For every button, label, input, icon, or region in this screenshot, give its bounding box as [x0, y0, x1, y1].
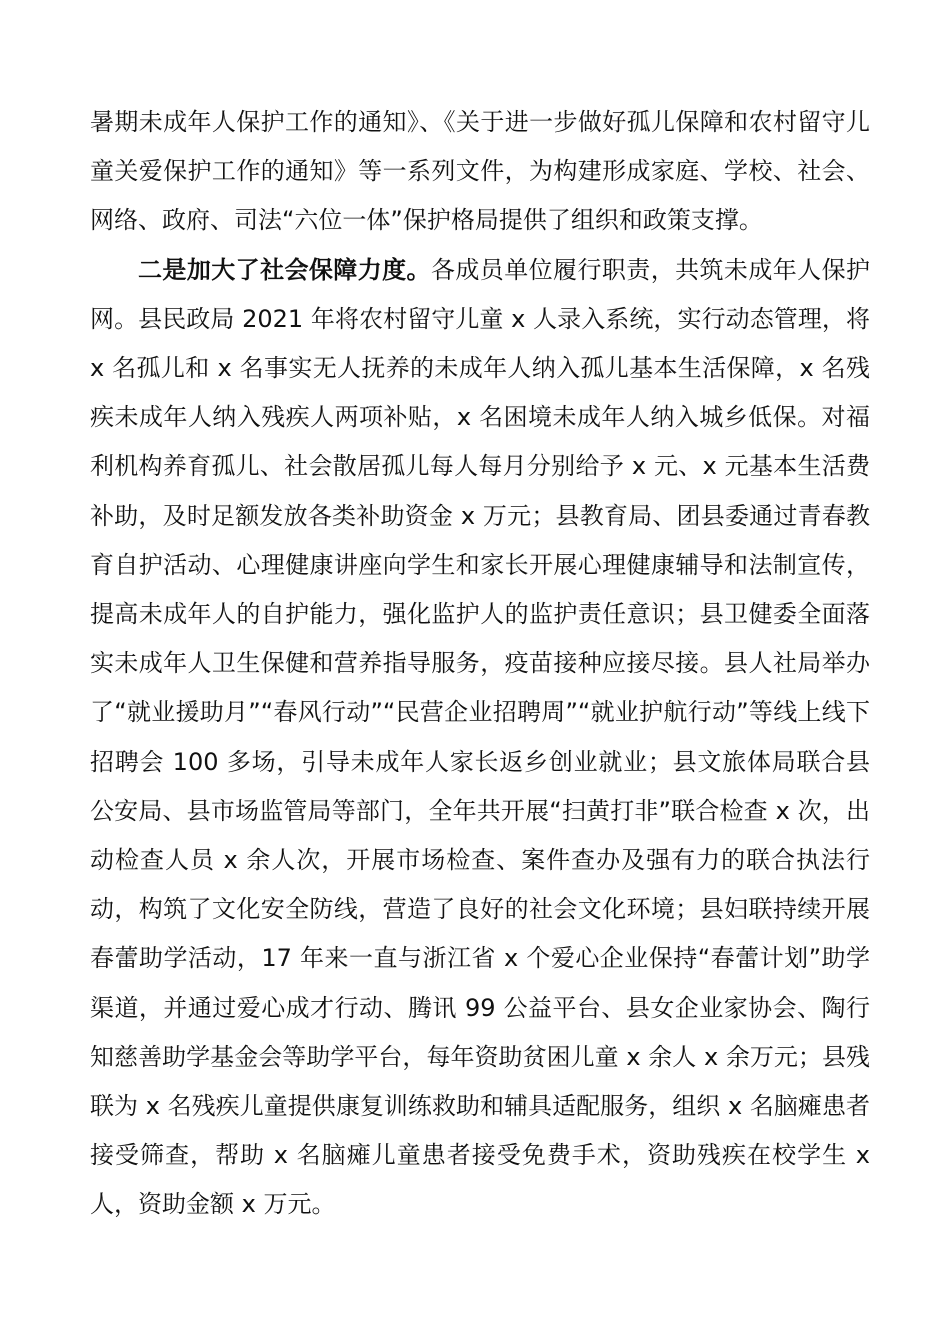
paragraph-social-security: [90, 246, 870, 1230]
paragraph-continued: [90, 98, 870, 246]
paragraph-text: 暑期未成年人保护工作的通知》、《关于进一步做好孤儿保障和农村留守儿童关爱保护工作的通知》等一系列文件，为构建形成家庭、学校、社会、网络、政府、司法“六位一体”保护格局提供了组织和政策支撑。: [90, 108, 870, 235]
paragraph-lead-heading: 二是加大了社会保障力度。: [138, 255, 431, 284]
paragraph-body: 各成员单位履行职责，共筑未成年人保护网。县民政局 2021 年将农村留守儿童 x 人录入系统，实行动态管理，将 x 名孤儿和 x 名事实无人抚养的未成年人纳入孤儿基本生活保障，x 名残疾未成年人纳入残疾人两项补贴，x 名困境未成年人纳入城乡低保。对福利机构养育孤儿、社会散居孤儿每人每月分别给予 x 元、x 元基本生活费补助，及时足额发放各类补助资金 x 万元；县教育局、团县委通过青春教育自护活动、心理健康讲座向学生和家长开展心理健康辅导和法制宣传，提高未成年人的自护能力，强化监护人的监护责任意识；县卫健委全面落实未成年人卫生保健和营养指导服务，疫苗接种应接尽接。县人社局举办了“就业援助月”“春风行动”“民营企业招聘周”“就业护航行动”等线上线下招聘会 100 多场，引导未成年人家长返乡创业就业；县文旅体局联合县公安局、县市场监管局等部门，全年共开展“扫黄打非”联合检查 x 次，出动检查人员 x 余人次，开展市场检查、案件查办及强有力的联合执法行动，构筑了文化安全防线，营造了良好的社会文化环境；县妇联持续开展春蕾助学活动，17 年来一直与浙江省 x 个爱心企业保持“春蕾计划”助学渠道，并通过爱心成才行动、腾讯 99 公益平台、县女企业家协会、陶行知慈善助学基金会等助学平台，每年资助贫困儿童 x 余人 x 余万元；县残联为 x 名残疾儿童提供康复训练救助和辅具适配服务，组织 x 名脑瘫患者接受筛查，帮助 x 名脑瘫儿童患者接受免费手术，资助残疾在校学生 x 人，资助金额 x 万元。: [90, 255, 871, 1219]
body-text: [90, 98, 870, 1230]
